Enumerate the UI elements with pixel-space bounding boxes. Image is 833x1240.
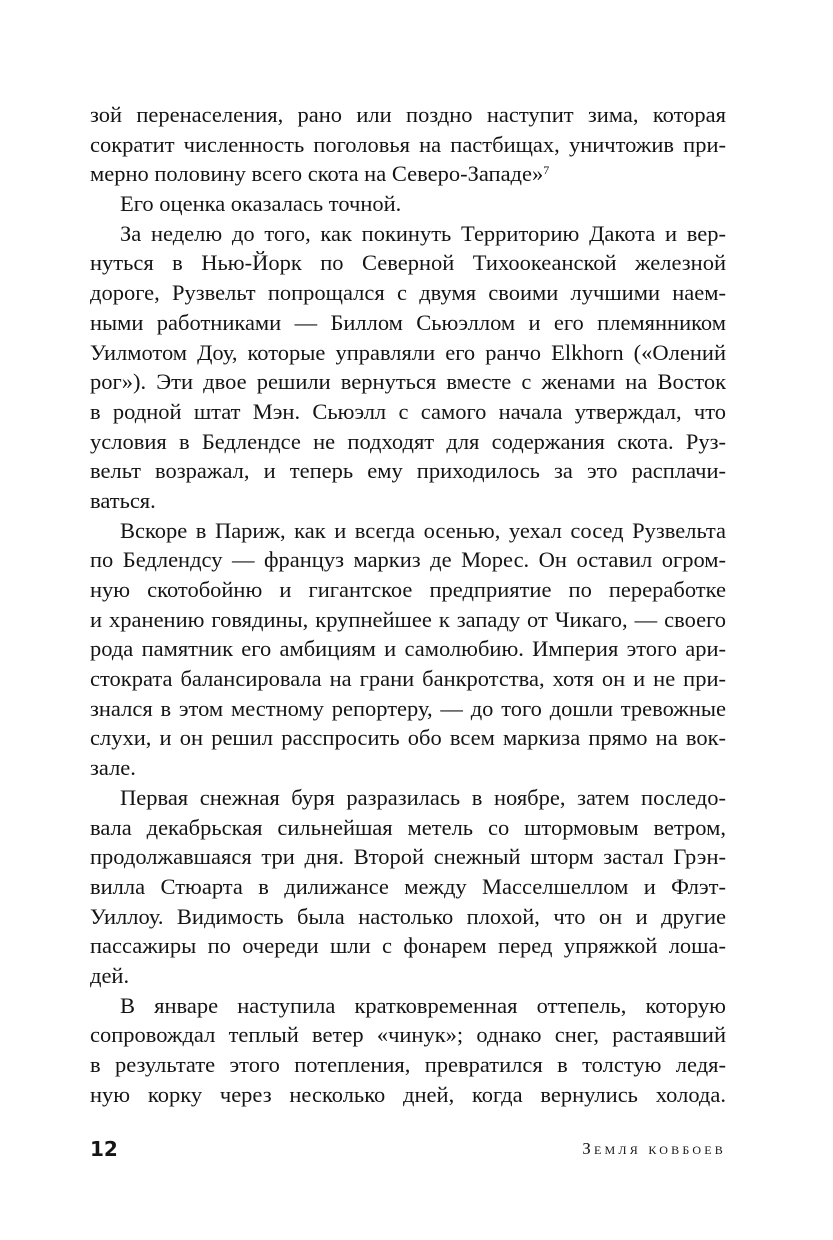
text-line: Уиллоу. Видимость была настолько плохой, что он и другие bbox=[90, 903, 726, 929]
text-line: рог»). Эти двое решили вернуться вместе с женами на Восток bbox=[90, 369, 726, 395]
text-line: стократа балансировала на грани банкротства, хотя он и не при- bbox=[90, 666, 726, 692]
page-number: 12 bbox=[90, 1137, 118, 1161]
page-body bbox=[90, 100, 726, 1109]
text-line: условия в Бедлендсе не подходят для содержания скота. Руз- bbox=[90, 428, 726, 454]
paragraph-start: Первая снежная буря разразилась в ноябре, затем последо- bbox=[120, 784, 726, 810]
text-line: ную корку через несколько дней, когда вернулись холода. bbox=[90, 1081, 726, 1107]
text-line: слухи, и он решил расспросить обо всем маркиза прямо на вок- bbox=[90, 725, 726, 751]
text-line: зой перенаселения, рано или поздно наступит зима, которая bbox=[90, 102, 726, 127]
text-line-with-footnote bbox=[90, 159, 726, 189]
text-line: ными работниками — Биллом Сьюэллом и его племянником bbox=[90, 309, 726, 335]
text-line: ваться. bbox=[90, 487, 156, 513]
running-title: Земля ковбоев bbox=[582, 1139, 726, 1158]
text-line: ную скотобойню и гигантское предприятие по переработке bbox=[90, 577, 726, 602]
page-footer bbox=[90, 1134, 726, 1164]
text-line: в результате этого потепления, превратился в толстую ледя- bbox=[90, 1052, 726, 1077]
paragraph-start: В январе наступила кратковременная оттепель, которую bbox=[120, 992, 726, 1018]
text-line: дей. bbox=[90, 962, 130, 988]
text-line: продолжавшаяся три дня. Второй снежный шторм застал Грэн- bbox=[90, 844, 726, 870]
text-line: вала декабрьская сильнейшая метель со штормовым ветром, bbox=[90, 814, 726, 840]
text-line: вельт возражал, и теперь ему приходилось за это расплачи- bbox=[90, 458, 726, 484]
text-line: вилла Стюарта в дилижансе между Масселшеллом и Флэт- bbox=[90, 873, 726, 899]
text-line: рода памятник его амбициям и самолюбию. Империя этого ари- bbox=[90, 636, 726, 662]
text-line: Уилмотом Доу, которые управляли его ранчо Elkhorn («Олений bbox=[90, 339, 726, 365]
paragraph-start: Его оценка оказалась точной. bbox=[120, 191, 402, 217]
text-line: пассажиры по очереди шли с фонарем перед упряжкой лоша- bbox=[90, 933, 726, 959]
text-line: сократит численность поголовья на пастбищах, уничтожив при- bbox=[90, 131, 726, 157]
paragraph-start: Вскоре в Париж, как и всегда осенью, уехал сосед Рузвельта bbox=[120, 517, 726, 543]
text-line: зале. bbox=[90, 755, 136, 781]
paragraph-start: За неделю до того, как покинуть Территорию Дакота и вер- bbox=[120, 220, 726, 246]
text-line-content: мерно половину всего скота на Северо-Западе» bbox=[90, 161, 544, 187]
text-line: нуться в Нью-Йорк по Северной Тихоокеанской железной bbox=[90, 250, 726, 276]
text-line: и хранению говядины, крупнейшее к западу от Чикаго, — своего bbox=[90, 606, 726, 632]
text-line: сопровождал теплый ветер «чинук»; однако снег, растаявший bbox=[90, 1022, 726, 1048]
footnote-reference[interactable]: 7 bbox=[543, 163, 550, 178]
text-line: знался в этом местному репортеру, — до того дошли тревожные bbox=[90, 695, 726, 721]
text-line: в родной штат Мэн. Сьюэлл с самого начала утверждал, что bbox=[90, 398, 726, 424]
text-line: дороге, Рузвельт попрощался с двумя своими лучшими наем- bbox=[90, 280, 726, 306]
text-line: по Бедлендсу — француз маркиз де Морес. Он оставил огром- bbox=[90, 547, 726, 573]
